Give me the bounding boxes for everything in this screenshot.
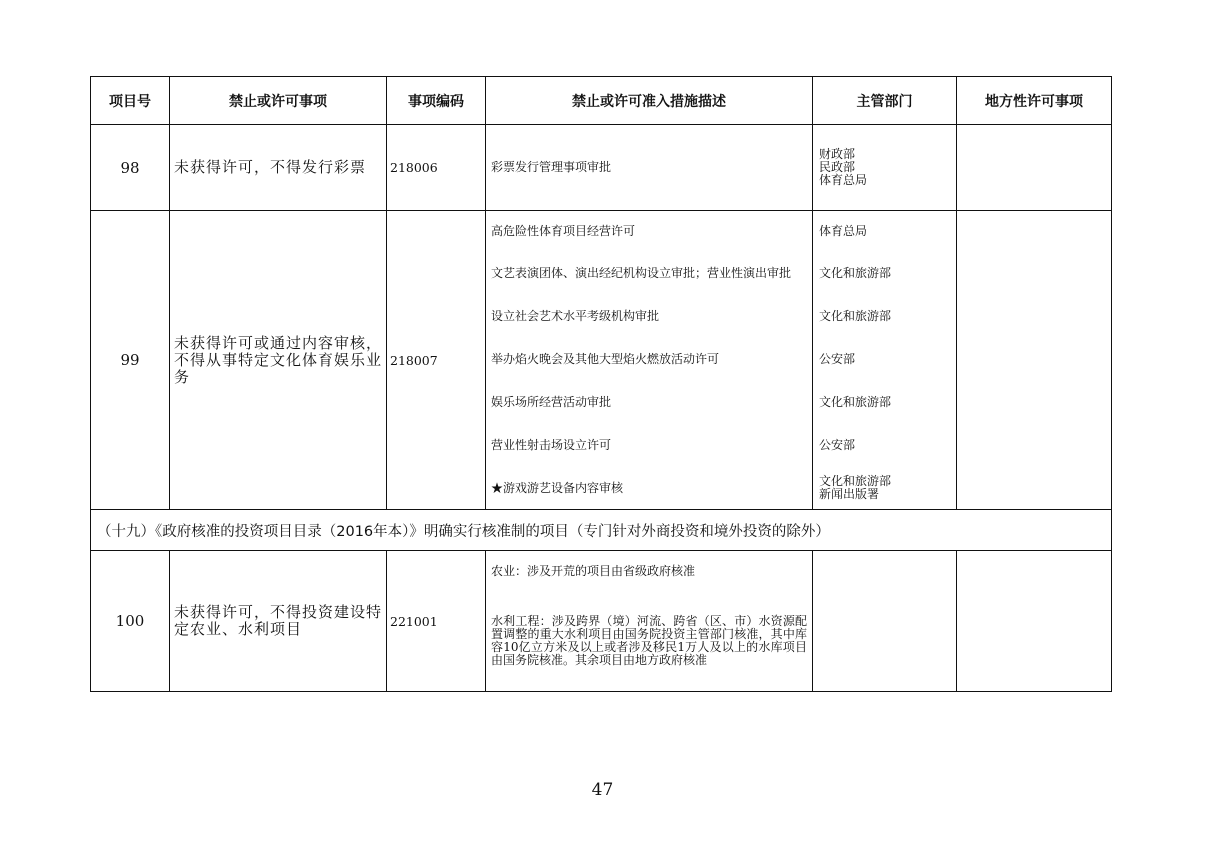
header-cell: 事项编码	[387, 77, 486, 125]
department: 体育总局	[819, 223, 868, 238]
header-cell: 地方性许可事项	[957, 77, 1112, 125]
department-cell	[813, 211, 957, 510]
department: 文化和旅游部	[819, 309, 892, 323]
item-code: 218006	[387, 125, 486, 211]
local-permit-cell	[957, 211, 1112, 510]
measure-description: 设立社会艺术水平考级机构审批	[491, 309, 660, 323]
item-name: 未获得许可，不得发行彩票	[170, 125, 387, 211]
measure-description-cell	[486, 211, 813, 510]
measure-description: 水利工程：涉及跨界（境）河流、跨省（区、市）水资源配置调整的重大水利项目由国务院投资主管部门核准，其中库容10亿立方米及以上或者涉及移民1万人及以上的水库项目由国务院核准。其余项目由地方政府核准	[491, 614, 807, 667]
section-heading: （十九）《政府核准的投资项目目录（2016年本）》明确实行核准制的项目（专门针对外商投资和境外投资的除外）	[91, 510, 1112, 551]
item-number: 98	[91, 125, 170, 211]
local-permit-cell	[957, 551, 1112, 692]
item-name: 未获得许可或通过内容审核，不得从事特定文化体育娱乐业务	[170, 211, 387, 510]
measure-description: ★游戏游艺设备内容审核	[491, 480, 624, 495]
department: 文化和旅游部 新闻出版署	[819, 474, 892, 501]
item-number: 99	[91, 211, 170, 510]
measure-description-cell	[486, 125, 813, 211]
department: 文化和旅游部	[819, 265, 892, 280]
item-code: 221001	[387, 551, 486, 692]
page-number: 47	[591, 780, 614, 800]
measure-description-cell	[486, 551, 813, 692]
header-cell: 禁止或许可准入措施描述	[486, 77, 813, 125]
item-code: 218007	[387, 211, 486, 510]
header-cell: 项目号	[91, 77, 170, 125]
item-name: 未获得许可，不得投资建设特定农业、水利项目	[170, 551, 387, 692]
measure-description: 农业：涉及开荒的项目由省级政府核准	[491, 563, 696, 578]
measure-description: 营业性射击场设立许可	[491, 438, 612, 452]
local-permit-cell	[957, 125, 1112, 211]
table-row	[91, 125, 1112, 211]
department-cell	[813, 125, 957, 211]
department-cell	[813, 551, 957, 692]
measure-description: 娱乐场所经营活动审批	[491, 395, 612, 409]
measure-description: 举办焰火晚会及其他大型焰火燃放活动许可	[491, 352, 720, 366]
permit-table	[90, 76, 1112, 692]
department: 公安部	[819, 438, 856, 452]
table-row	[91, 551, 1112, 692]
measure-description: 高危险性体育项目经营许可	[491, 223, 636, 238]
table-row	[91, 211, 1112, 510]
section-row	[91, 510, 1112, 551]
department: 文化和旅游部	[819, 395, 892, 409]
department: 公安部	[819, 352, 856, 366]
item-number: 100	[91, 551, 170, 692]
measure-description: 彩票发行管理事项审批	[491, 160, 612, 174]
department: 财政部 民政部 体育总局	[819, 147, 868, 187]
header-cell: 主管部门	[813, 77, 957, 125]
header-cell: 禁止或许可事项	[170, 77, 387, 125]
measure-description: 文艺表演团体、演出经纪机构设立审批；营业性演出审批	[491, 265, 792, 280]
table-header-row	[91, 77, 1112, 125]
